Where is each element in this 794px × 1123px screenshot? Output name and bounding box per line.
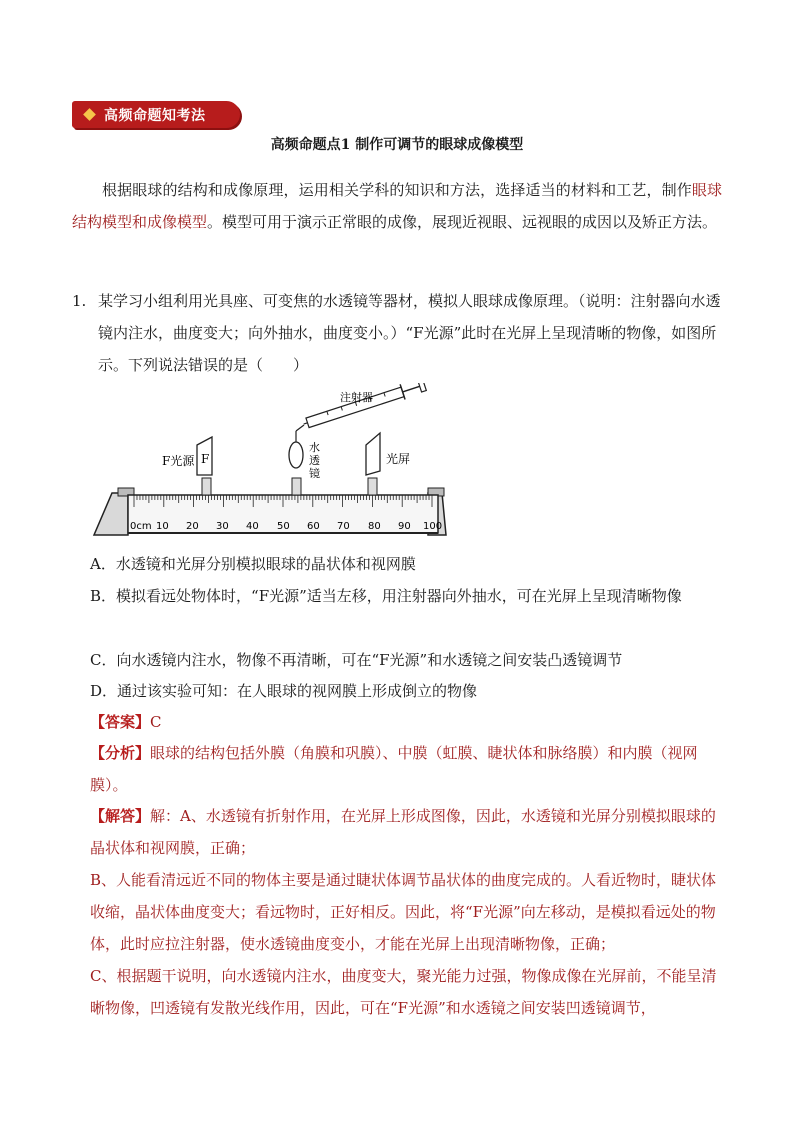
scale-label-0: 0cm xyxy=(130,521,152,532)
scale-label-70: 70 xyxy=(337,521,350,532)
solution-label: 【解答】 xyxy=(90,807,151,825)
lens-label-1: 水 xyxy=(309,441,320,454)
light-screen xyxy=(366,433,380,475)
analysis-text: 眼球的结构包括外膜（角膜和巩膜）、中膜（虹膜、睫状体和脉络膜）和内膜（视网膜）。 xyxy=(90,744,698,794)
syringe-plunger xyxy=(403,386,420,392)
syringe-tip xyxy=(304,423,308,424)
analysis-block xyxy=(90,737,722,801)
page-title: 高频命题点1 制作可调节的眼球成像模型 xyxy=(270,137,524,153)
solution-part-a: A、水透镜有折射作用，在光屏上形成图像，因此，水透镜和光屏分别模拟眼球的晶状体和视网膜，正确； xyxy=(90,807,716,857)
scale-label-50: 50 xyxy=(277,521,290,532)
scale-label-90: 90 xyxy=(398,521,411,532)
scale-label-30: 30 xyxy=(216,521,229,532)
scale-label-100: 100 xyxy=(423,521,443,532)
section-badge-label: 高频命题知考法 xyxy=(104,107,206,124)
tube-connector xyxy=(296,425,304,431)
option-b: B．模拟看远处物体时，“F光源”适当左移，用注射器向外抽水，可在光屏上呈现清晰物像 xyxy=(90,587,682,605)
question-number: 1. xyxy=(72,292,87,310)
screen-stand xyxy=(368,478,377,495)
scale-label-80: 80 xyxy=(368,521,381,532)
answer-line xyxy=(90,706,722,738)
solution-intro: 解： xyxy=(150,807,181,825)
answer-label: 【答案】 xyxy=(90,713,151,731)
diamond-icon xyxy=(83,108,96,121)
question-text: 某学习小组利用光具座、可变焦的水透镜等器材，模拟人眼球成像原理。（说明：注射器向水透镜内注水，曲度变大；向外抽水，曲度变小。）“F光源”此时在光屏上呈现清晰的物像，如图所示。下列说法错误的是（ ） xyxy=(98,292,721,374)
f-source-letter: F xyxy=(201,452,210,466)
f-source-stand xyxy=(202,478,211,495)
syringe-thumb xyxy=(418,383,426,392)
optical-bench-figure xyxy=(90,383,450,543)
analysis-label: 【分析】 xyxy=(90,744,151,762)
scale-label-40: 40 xyxy=(246,521,259,532)
option-a: A．水透镜和光屏分别模拟眼球的晶状体和视网膜 xyxy=(90,555,416,573)
lens-label-3: 镜 xyxy=(309,467,320,480)
intro-highlight: 眼球结构模型和成像模型 xyxy=(72,181,722,231)
scale-label-10: 10 xyxy=(156,521,169,532)
lens-stand xyxy=(292,478,301,495)
solution-block xyxy=(90,800,722,1024)
lens-label-2: 透 xyxy=(309,454,320,467)
intro-paragraph xyxy=(72,174,722,238)
scale-label-60: 60 xyxy=(307,521,320,532)
question-stem xyxy=(72,285,722,381)
option-c: C．向水透镜内注水，物像不再清晰，可在“F光源”和水透镜之间安装凸透镜调节 xyxy=(90,651,623,669)
water-lens xyxy=(289,442,303,468)
answer-value: C xyxy=(150,713,162,731)
section-badge xyxy=(72,101,240,128)
f-source-label: F光源 xyxy=(162,454,195,468)
screen-label: 光屏 xyxy=(386,452,411,466)
solution-part-c: C、根据题干说明，向水透镜内注水，曲度变大，聚光能力过强，物像成像在光屏前，不能呈清晰物像，凹透镜有发散光线作用，因此，可在“F光源”和水透镜之间安装凹透镜调节， xyxy=(90,967,717,1017)
intro-text-2: 。模型可用于演示正常眼的成像，展现近视眼、远视眼的成因以及矫正方法。 xyxy=(207,213,718,231)
scale-label-20: 20 xyxy=(186,521,199,532)
intro-text-1: 根据眼球的结构和成像原理，运用相关学科的知识和方法，选择适当的材料和工艺，制作 xyxy=(102,181,692,199)
solution-part-b: B、人能看清远近不同的物体主要是通过睫状体调节晶状体的曲度完成的。人看近物时，睫状体收缩，晶状体曲度变大；看远物时，正好相反。因此，将“F光源”向左移动，是模拟看远处的物体，此时应拉注射器，使水透镜曲度变小，才能在光屏上出现清晰物像，正确； xyxy=(90,871,717,953)
syringe-label: 注射器 xyxy=(340,391,373,404)
bench-left-support xyxy=(94,493,128,535)
option-d: D．通过该实验可知：在人眼球的视网膜上形成倒立的物像 xyxy=(90,682,478,700)
